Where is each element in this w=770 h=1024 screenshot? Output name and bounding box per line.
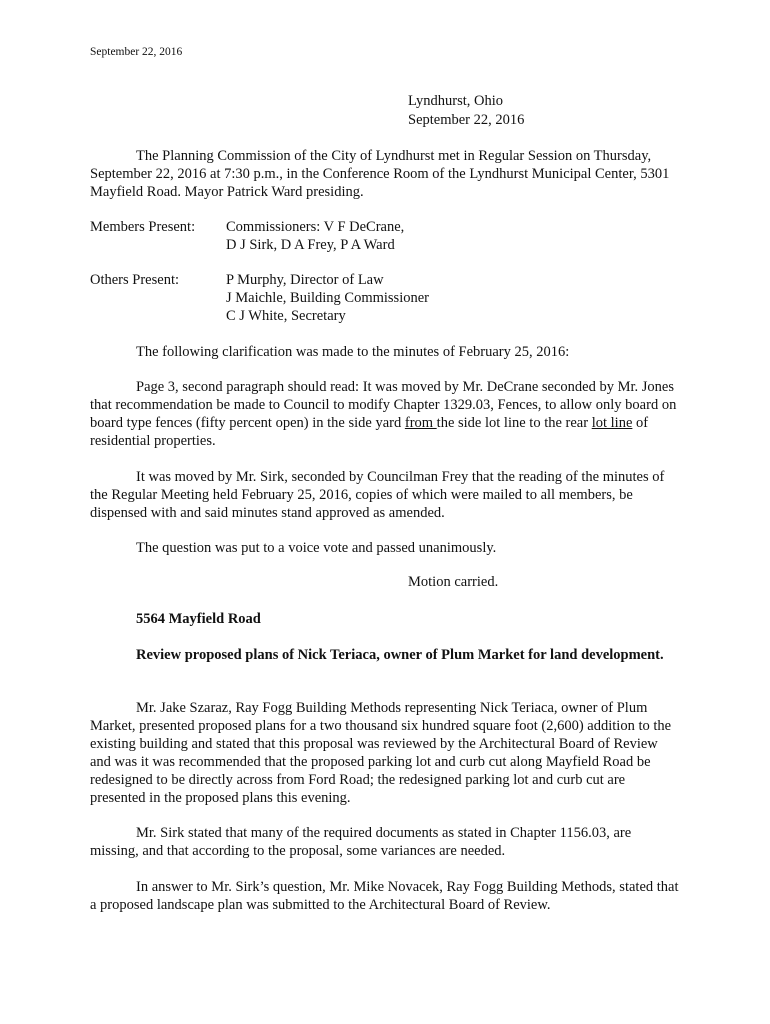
underlined-lot-line: lot line (591, 415, 633, 431)
header-date: September 22, 2016 (90, 46, 183, 58)
page3-text: Page 3, second paragraph should read: It was moved by Mr. DeCrane seconded by Mr. Jones that recommendation be made to Council to modify Chapter 1329.03, Fences, to allow only board on board type fences (fifty percent open) in the side yard (90, 379, 677, 431)
others-line: P Murphy, Director of Law (226, 272, 384, 288)
others-line: C J White, Secretary (226, 308, 346, 324)
meeting-city: Lyndhurst, Ohio (408, 93, 504, 109)
intro-paragraph: The Planning Commission of the City of Lyndhurst met in Regular Session on Thursday, September 22, 2016 at 7:30 p.m., in the Conference Room of the Lyndhurst Municipal Center, 5301 Mayfield Road. Mayor Patrick Ward presiding. (90, 148, 670, 200)
others-line: J Maichle, Building Commissioner (226, 290, 429, 306)
motion-minutes-paragraph: It was moved by Mr. Sirk, seconded by Councilman Frey that the reading of the minutes of the Regular Meeting held February 25, 2016, copies of which were mailed to all members, be dispensed with and said minutes stand approved as amended. (90, 469, 665, 521)
clarification-paragraph: The following clarification was made to the minutes of February 25, 2016: (136, 344, 570, 360)
item-heading: 5564 Mayfield Road (136, 611, 261, 627)
place-date-block (408, 92, 524, 130)
members-line: D J Sirk, D A Frey, P A Ward (226, 237, 395, 253)
members-present-label: Members Present: (90, 219, 196, 235)
others-present-list (226, 271, 429, 325)
motion-carried: Motion carried. (408, 574, 499, 590)
members-line: Commissioners: V F DeCrane, (226, 219, 405, 235)
vote-paragraph: The question was put to a voice vote and passed unanimously. (136, 540, 497, 556)
page3-text: the side lot line to the rear (436, 415, 592, 431)
underlined-from: from (404, 415, 437, 431)
meeting-date: September 22, 2016 (408, 112, 525, 128)
szaraz-paragraph: Mr. Jake Szaraz, Ray Fogg Building Methods representing Nick Teriaca, owner of Plum Market, presented proposed plans for a two thousand six hundred square foot (2,600) addition to the existing building and stated that this proposal was reviewed by the Architectural Board of Review and was it was recommended that the proposed parking lot and curb cut along Mayfield Road be redesigned to be directly across from Ford Road; the redesigned parking lot and curb cut are presented in the proposed plans this evening. (90, 700, 672, 806)
members-present-list (226, 218, 404, 254)
sirk-paragraph: Mr. Sirk stated that many of the required documents as stated in Chapter 1156.03, are missing, and that according to the proposal, some variances are needed. (90, 825, 632, 859)
page3-text: of residential properties. (90, 415, 649, 449)
item-subheading: Review proposed plans of Nick Teriaca, owner of Plum Market for land development. (136, 647, 664, 663)
others-present-label: Others Present: (90, 272, 179, 288)
novacek-paragraph: In answer to Mr. Sirk’s question, Mr. Mike Novacek, Ray Fogg Building Methods, stated that a proposed landscape plan was submitted to the Architectural Board of Review. (90, 879, 679, 913)
page3-correction-paragraph (90, 378, 680, 450)
